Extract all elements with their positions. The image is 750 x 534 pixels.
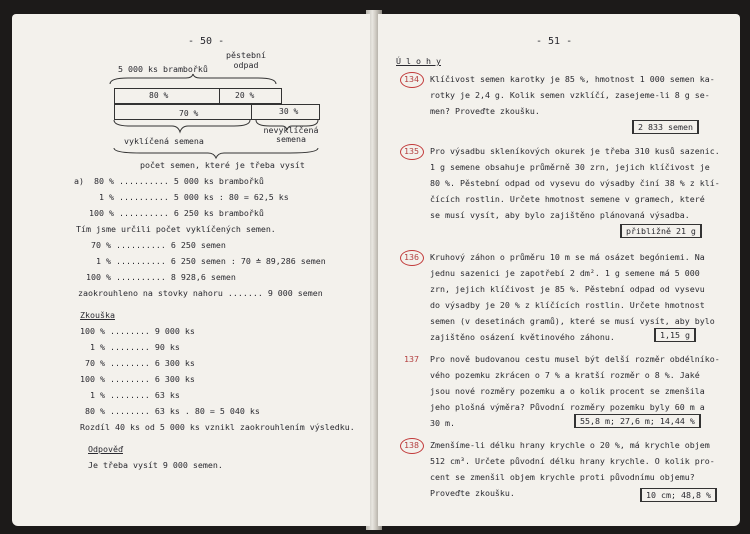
problem-line: Pro nově budovanou cestu musel být delší rozměr obdélníko- xyxy=(430,354,720,364)
solution-line: 100 % .......... 6 250 ks brambořků xyxy=(74,208,264,218)
problem-line: zrn, jejich klíčivost je 85 %. Pěstební odpad od vysevu xyxy=(430,284,705,294)
problem-line: Kruhový záhon o průměru 10 m se má osázet begóniemi. Na xyxy=(430,252,705,262)
problem-number: 138 xyxy=(404,440,419,450)
problem-line: vého pozemku zkrácen o 7 % a kratší rozměr o 8 %. Jaké xyxy=(430,370,700,380)
check-line: 100 % ........ 6 300 ks xyxy=(80,374,195,384)
answer-box: 55,8 m; 27,6 m; 14,44 % xyxy=(574,414,701,428)
problem-line: se musí vysít, aby bylo zajištěno plánovaná výsadba. xyxy=(430,210,690,220)
answer-heading: Odpověď xyxy=(88,444,123,454)
not-germinated-label: nevyklíčená semena xyxy=(263,125,319,144)
problem-line: zajištěno osázení květinového záhonu. xyxy=(430,332,615,342)
solution-line: 100 % .......... 8 928,6 semen xyxy=(76,272,236,282)
problem-number: 137 xyxy=(404,354,419,364)
solution-line: 1 % .......... 6 250 semen : 70 ≐ 89,286 semen xyxy=(76,256,326,266)
problem-line: jsou nové rozměry pozemku a o kolik procent se zmenšila xyxy=(430,386,705,396)
check-line: 1 % ........ 90 ks xyxy=(80,342,180,352)
problem-number: 135 xyxy=(404,146,419,156)
solution-line: 70 % .......... 6 250 semen xyxy=(76,240,226,250)
answer-box: přibližně 21 g xyxy=(620,224,702,238)
check-line: Rozdíl 40 ks od 5 000 ks vznikl zaokrouhlením výsledku. xyxy=(80,422,355,432)
percent-70-label: 70 % xyxy=(179,109,199,118)
solution-line: Tím jsme určili počet vyklíčených semen. xyxy=(76,224,276,234)
problem-line: Pro výsadbu skleníkových okurek je třeba 310 kusů sazenic. xyxy=(430,146,720,156)
problem-line: 1 g semene obsahuje průměrně 30 zrn, jejich klíčivost je xyxy=(430,162,710,172)
percent-80-label: 80 % xyxy=(149,91,169,100)
page-number: - 50 - xyxy=(188,36,225,47)
check-heading: Zkouška xyxy=(80,310,115,320)
percent-30-label: 30 % xyxy=(279,107,299,116)
problem-line: Klíčivost semen karotky je 85 %, hmotnost 1 000 semen ka- xyxy=(430,74,715,84)
answer-box: 1,15 g xyxy=(654,328,696,342)
problem-line: jeho plošná výměra? Původní rozměry pozemku byly 60 m a xyxy=(430,402,705,412)
top-brace xyxy=(108,74,278,86)
answer-box: 10 cm; 48,8 % xyxy=(640,488,717,502)
check-line: 100 % ........ 9 000 ks xyxy=(80,326,195,336)
waste-percent-label: 20 % xyxy=(235,91,255,100)
check-line: 70 % ........ 6 300 ks xyxy=(80,358,195,368)
problem-line: do výsadby je 20 % z klíčících rostlin. Určete hmotnost xyxy=(430,300,705,310)
problem-line: men? Proveďte zkoušku. xyxy=(430,106,540,116)
diagram-waste-label: pěstební odpad xyxy=(226,50,266,70)
solution-line: 1 % .......... 5 000 ks : 80 = 62,5 ks xyxy=(74,192,289,202)
check-line: 80 % ........ 63 ks . 80 = 5 040 ks xyxy=(80,406,260,416)
germinated-label: vyklíčená semena xyxy=(124,136,204,146)
answer-text: Je třeba vysít 9 000 semen. xyxy=(88,460,223,470)
problem-line: jednu sazenici je zapotřebí 2 dm². 1 g semene má 5 000 xyxy=(430,268,700,278)
page-number: - 51 - xyxy=(536,36,573,47)
total-brace xyxy=(110,148,322,160)
diagram-top-label: 5 000 ks brambořků xyxy=(118,64,208,74)
problem-line: 512 cm³. Určete původní délku hrany krychle. O kolik pro- xyxy=(430,456,715,466)
problem-line: 80 %. Pěstební odpad od vysevu do výsadby činí 38 % z klí- xyxy=(430,178,720,188)
seed-count-label: počet semen, které je třeba vysít xyxy=(140,160,305,170)
problem-line: semen (v desetinách gramů), které se musí vysít, aby bylo xyxy=(430,316,715,326)
problem-number: 134 xyxy=(404,74,419,84)
right-page xyxy=(378,14,740,526)
problem-line: Zmenšíme-li délku hrany krychle o 20 %, má krychle objem xyxy=(430,440,710,450)
bar-brambork xyxy=(114,88,282,104)
section-heading: Ú l o h y xyxy=(396,56,441,66)
problem-line: čících rostlin. Určete hmotnost semene v gramech, které xyxy=(430,194,705,204)
problem-line: Proveďte zkoušku. xyxy=(430,488,515,498)
solution-line: a) 80 % .......... 5 000 ks brambořků xyxy=(74,176,264,186)
answer-box: 2 833 semen xyxy=(632,120,699,134)
left-page xyxy=(12,14,370,526)
bar-seeds xyxy=(114,104,320,120)
problem-line: 30 m. xyxy=(430,418,455,428)
problem-number: 136 xyxy=(404,252,419,262)
solution-line: zaokrouhleno na stovky nahoru ....... 9 000 semen xyxy=(78,288,323,298)
check-line: 1 % ........ 63 ks xyxy=(80,390,180,400)
problem-line: cent se zmenšil objem krychle proti původnímu objemu? xyxy=(430,472,695,482)
problem-line: rotky je 2,4 g. Kolik semen vzklíčí, zasejeme-li 8 g se- xyxy=(430,90,710,100)
